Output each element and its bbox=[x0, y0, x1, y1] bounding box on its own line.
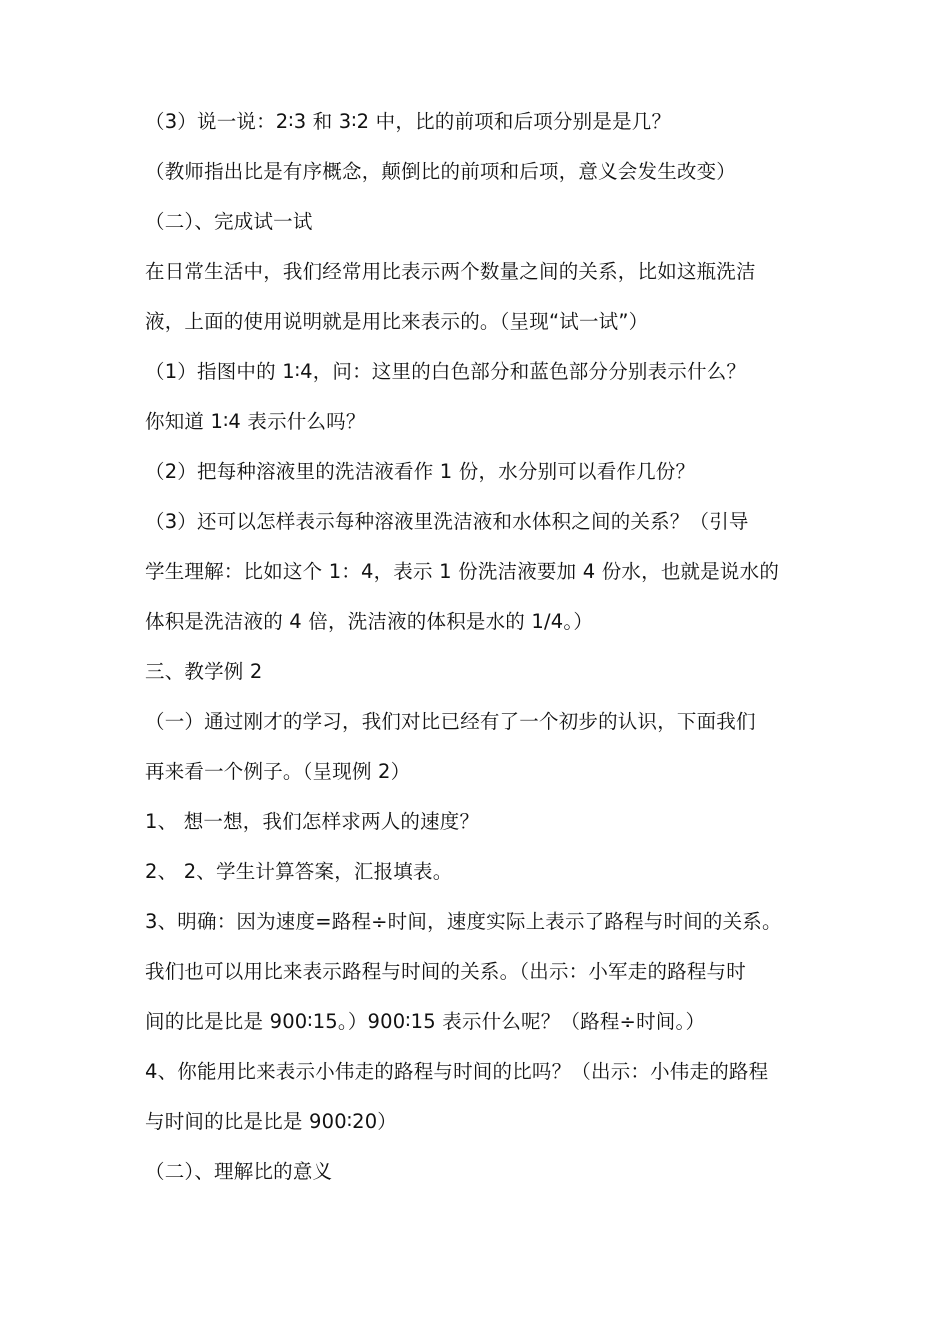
section-heading: （二）、理解比的意义 bbox=[145, 1160, 333, 1183]
text-line: （3）还可以怎样表示每种溶液里洗洁液和水体积之间的关系？（引导 bbox=[145, 510, 749, 533]
text-line: 我们也可以用比来表示路程与时间的关系。（出示：小军走的路程与时 bbox=[145, 960, 746, 983]
list-item: 2、 2、学生计算答案，汇报填表。 bbox=[145, 860, 453, 883]
list-item: 1、 想一想，我们怎样求两人的速度？ bbox=[145, 810, 480, 833]
text-line: 学生理解：比如这个 1：4，表示 1 份洗洁液要加 4 份水，也就是说水的 bbox=[145, 560, 780, 583]
text-line: （2）把每种溶液里的洗洁液看作 1 份，水分别可以看作几份？ bbox=[145, 460, 696, 483]
section-heading: （二）、完成试一试 bbox=[145, 210, 313, 233]
section-heading: 三、教学例 2 bbox=[145, 660, 263, 683]
text-line: 与时间的比是比是 900∶20） bbox=[145, 1110, 398, 1133]
text-line: 体积是洗洁液的 4 倍，洗洁液的体积是水的 1/4。） bbox=[145, 610, 594, 633]
text-line: （1）指图中的 1∶4，问：这里的白色部分和蓝色部分分别表示什么？ bbox=[145, 360, 747, 383]
text-line: 液，上面的使用说明就是用比来表示的。（呈现“试一试”） bbox=[145, 310, 649, 333]
list-item: 4、你能用比来表示小伟走的路程与时间的比吗？（出示：小伟走的路程 bbox=[145, 1060, 769, 1083]
list-item: 3、明确：因为速度=路程÷时间，速度实际上表示了路程与时间的关系。 bbox=[145, 910, 782, 933]
text-line: 间的比是比是 900∶15。）900∶15 表示什么呢？（路程÷时间。） bbox=[145, 1010, 706, 1033]
text-line: 你知道 1∶4 表示什么吗？ bbox=[145, 410, 366, 433]
text-line: （一）通过刚才的学习，我们对比已经有了一个初步的认识，下面我们 bbox=[145, 710, 756, 733]
text-line: 再来看一个例子。（呈现例 2） bbox=[145, 760, 411, 783]
text-line: （教师指出比是有序概念，颠倒比的前项和后项，意义会发生改变） bbox=[145, 160, 737, 183]
text-line: 在日常生活中，我们经常用比表示两个数量之间的关系，比如这瓶洗洁 bbox=[145, 260, 756, 283]
text-line: （3）说一说：2∶3 和 3∶2 中，比的前项和后项分别是是几？ bbox=[145, 110, 672, 133]
